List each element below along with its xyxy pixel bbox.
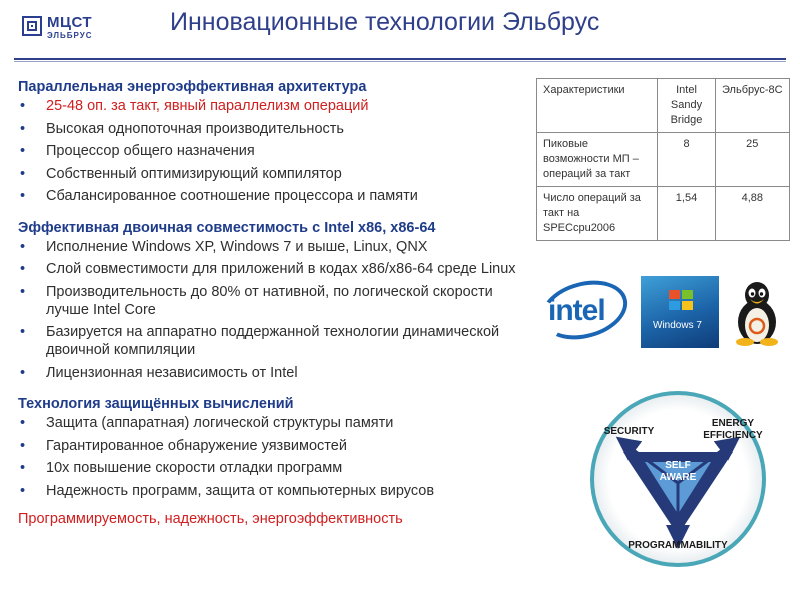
table-cell: 8 [658,133,716,187]
diagram-center-line1: SELF [665,460,691,471]
bullet-item: • Надежность программ, защита от компьютерных вирусов [18,482,533,500]
bullet-item: • Исполнение Windows XP, Windows 7 и выше, Linux, QNX [18,238,533,256]
bullet-item: • Лицензионная независимость от Intel [18,364,533,382]
table-header-cell: Эльбрус-8С [716,79,790,133]
section-compatibility [18,219,533,382]
section-heading: Эффективная двоичная совместимость с Intel x86, x86-64 [18,219,436,236]
diagram-label-programmability: PROGRAMMABILITY [628,540,728,551]
bullet-item: • Собственный оптимизирующий компилятор [18,165,533,183]
section-heading: Параллельная энергоэффективная архитектура [18,79,367,95]
table-row [537,187,790,241]
bullet-item: • Защита (аппаратная) логической структуры памяти [18,414,533,432]
bullet-item: • 10х повышение скорости отладки программ [18,459,533,477]
table-cell: Число операций за такт на SPECcpu2006 [537,187,658,241]
bullet-item: • Слой совместимости для приложений в кодах x86/x86-64 среде Linux [18,260,533,278]
bullet-item: • 25-48 оп. за такт, явный параллелизм операций [18,97,533,115]
windows7-logo [641,276,719,348]
section-architecture [18,78,533,205]
bullet-item: • Процессор общего назначения [18,142,533,160]
bullet-item: • Гарантированное обнаружение уязвимостей [18,437,533,455]
table-cell: 1,54 [658,187,716,241]
table-header-cell: Характеристики [537,79,658,133]
windows-flag-icon [669,290,693,310]
windows-logo-text: Windows 7 [653,320,702,331]
table-cell: 25 [716,133,790,187]
logo-line1: МЦСТ [47,14,93,31]
table-row [537,133,790,187]
mcst-logo-icon [22,16,42,36]
self-aware-diagram [583,390,773,568]
table-cell: Пиковые возможности МП – операций за такт [537,133,658,187]
table-cell: 4,88 [716,187,790,241]
title-divider-thin [14,61,786,62]
mcst-logo [22,14,102,44]
section-heading: Технология защищённых вычислений [18,396,294,412]
diagram-label-security: SECURITY [603,426,655,437]
table-header-cell: Intel Sandy Bridge [658,79,716,133]
logo-line2: ЭЛЬБРУС [47,31,93,40]
table-header-row [537,79,790,133]
tux-penguin-icon [729,278,785,346]
bullet-content [18,78,533,528]
bullet-item: • Высокая однопоточная производительность [18,120,533,138]
bullet-item: • Производительность до 80% от нативной, по логической скорости лучше Intel Core [18,283,533,319]
section-secure-computing [18,395,533,500]
diagram-label-energy-1: ENERGY [711,418,755,429]
intel-logo [538,276,634,348]
bullet-item: • Сбалансированное соотношение процессора и памяти [18,187,533,205]
diagram-center-line2: AWARE [659,472,697,483]
slide-title: Инновационные технологии Эльбрус [170,8,600,36]
diagram-label-energy-2: EFFICIENCY [703,430,763,441]
title-divider [14,58,786,60]
comparison-table [536,78,790,241]
footer-tagline: Программируемость, надежность, энергоэффективность [18,510,403,527]
bullet-item: • Базируется на аппаратно поддержанной технологии динамической двоичной компиляции [18,323,533,359]
intel-logo-text: intel [548,294,605,327]
